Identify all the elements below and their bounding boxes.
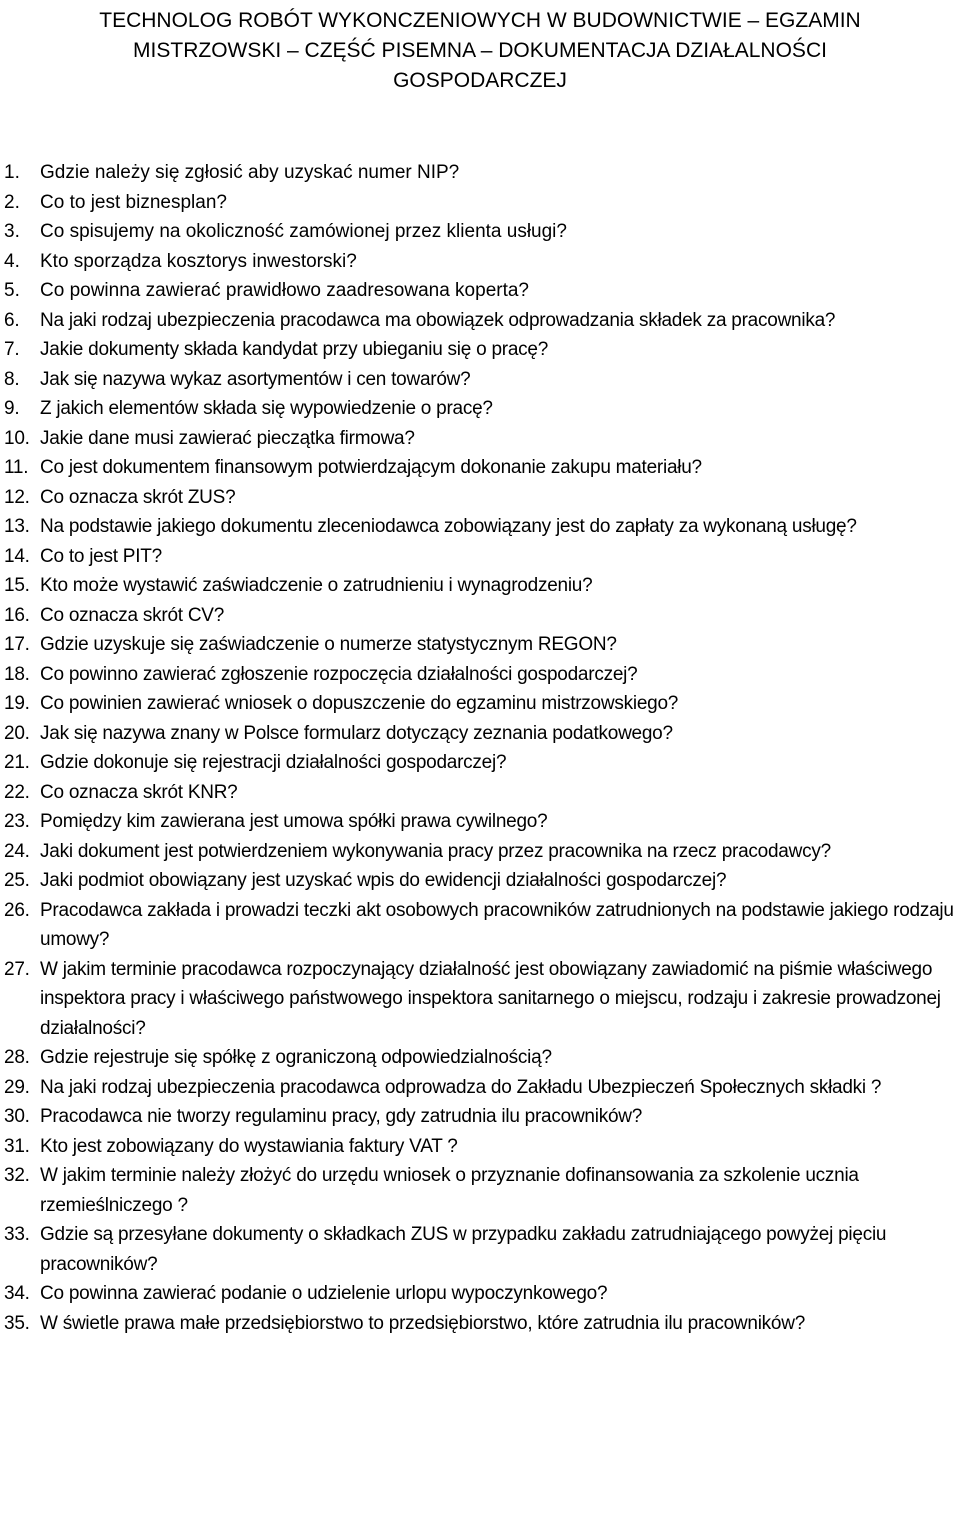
question-number: 28.: [4, 1047, 30, 1068]
question-text: Kto jest zobowiązany do wystawiania faktury VAT ?: [40, 1135, 458, 1157]
question-text: Co powinien zawierać wniosek o dopuszczenie do egzaminu mistrzowskiego?: [40, 693, 679, 714]
question-number: 1.: [4, 162, 20, 183]
question-item: [0, 660, 960, 690]
question-number: 22.: [4, 781, 30, 803]
question-item: [0, 188, 960, 218]
question-number: 16.: [4, 604, 30, 626]
question-text: Jak się nazywa wykaz asortymentów i cen towarów?: [40, 368, 471, 390]
question-number: 6.: [4, 309, 20, 331]
question-item: [0, 837, 960, 867]
question-item: [0, 1132, 960, 1162]
question-number: 17.: [4, 634, 30, 655]
question-number: 24.: [4, 840, 30, 862]
question-text: Kto może wystawić zaświadczenie o zatrudnieniu i wynagrodzeniu?: [40, 575, 593, 596]
question-text: Z jakich elementów składa się wypowiedzenie o pracę?: [40, 398, 493, 419]
question-item: [0, 306, 960, 336]
question-number: 14.: [4, 545, 30, 567]
question-item: [0, 748, 960, 778]
question-number: 15.: [4, 575, 30, 596]
question-number: 26.: [4, 899, 30, 921]
question-text: Gdzie należy się zgłosić aby uzyskać numer NIP?: [40, 162, 460, 183]
question-text: Jakie dane musi zawierać pieczątka firmowa?: [40, 427, 415, 449]
title-line-1: TECHNOLOG ROBÓT WYKONCZENIOWYCH W BUDOWNICTWIE – EGZAMIN: [99, 9, 861, 32]
question-number: 13.: [4, 516, 30, 537]
question-item: [0, 512, 960, 542]
question-item: [0, 483, 960, 513]
title-line-2: MISTRZOWSKI – CZĘŚĆ PISEMNA – DOKUMENTACJA DZIAŁALNOŚCI: [133, 39, 827, 62]
question-number: 30.: [4, 1106, 30, 1127]
question-text: Na jaki rodzaj ubezpieczenia pracodawca ma obowiązek odprowadzania składek za pracownika?: [40, 309, 836, 331]
question-item: [0, 1161, 960, 1220]
question-item: [0, 424, 960, 454]
question-number: 18.: [4, 663, 30, 685]
question-text: Co powinno zawierać zgłoszenie rozpoczęcia działalności gospodarczej?: [40, 663, 638, 685]
question-item: [0, 247, 960, 277]
question-text: Pomiędzy kim zawierana jest umowa spółki prawa cywilnego?: [40, 811, 548, 832]
question-text: W jakim terminie pracodawca rozpoczynający działalność jest obowiązany zawiadomić na piśmie właściwego inspektora pracy i właściwego państwowego inspektora sanitarnego o miejscu, rodzaju i zakresie prowadzonej działalności?: [40, 958, 941, 1039]
question-text: Gdzie rejestruje się spółkę z ograniczoną odpowiedzialnością?: [40, 1047, 552, 1068]
question-item: [0, 689, 960, 719]
question-text: Co jest dokumentem finansowym potwierdzającym dokonanie zakupu materiału?: [40, 457, 702, 478]
question-number: 7.: [4, 339, 20, 360]
question-item: [0, 1309, 960, 1339]
question-number: 32.: [4, 1165, 30, 1186]
question-number: 20.: [4, 722, 30, 744]
question-text: Co oznacza skrót ZUS?: [40, 486, 236, 508]
question-text: Co oznacza skrót KNR?: [40, 781, 238, 803]
question-item: [0, 1220, 960, 1279]
question-text: W świetle prawa małe przedsiębiorstwo to przedsiębiorstwo, które zatrudnia ilu pracowników?: [40, 1312, 806, 1334]
document-title: [0, 0, 960, 96]
question-number: 4.: [4, 250, 20, 272]
question-number: 34.: [4, 1283, 30, 1304]
question-number: 3.: [4, 221, 20, 242]
question-item: [0, 601, 960, 631]
title-line-3: GOSPODARCZEJ: [393, 69, 567, 92]
question-item: [0, 158, 960, 188]
question-number: 2.: [4, 191, 20, 213]
question-item: [0, 630, 960, 660]
question-number: 19.: [4, 693, 30, 714]
question-list: [0, 158, 960, 1338]
question-item: [0, 217, 960, 247]
question-text: Na podstawie jakiego dokumentu zleceniodawca zobowiązany jest do zapłaty za wykonaną usługę?: [40, 516, 857, 537]
question-text: Pracodawca zakłada i prowadzi teczki akt osobowych pracowników zatrudnionych na podstawie jakiego rodzaju umowy?: [40, 899, 954, 950]
question-number: 5.: [4, 280, 20, 301]
question-item: [0, 807, 960, 837]
question-item: [0, 1102, 960, 1132]
question-number: 33.: [4, 1224, 30, 1245]
question-item: [0, 1043, 960, 1073]
question-text: Gdzie są przesyłane dokumenty o składkach ZUS w przypadku zakładu zatrudniającego powyżej pięciu pracowników?: [40, 1224, 887, 1275]
question-item: [0, 365, 960, 395]
question-item: [0, 719, 960, 749]
question-number: 31.: [4, 1135, 30, 1157]
question-number: 35.: [4, 1312, 30, 1334]
question-number: 9.: [4, 398, 20, 419]
question-number: 29.: [4, 1076, 30, 1098]
question-item: [0, 1073, 960, 1103]
question-text: Jaki podmiot obowiązany jest uzyskać wpis do ewidencji działalności gospodarczej?: [40, 870, 727, 891]
question-text: Gdzie dokonuje się rejestracji działalności gospodarczej?: [40, 752, 507, 773]
question-item: [0, 1279, 960, 1309]
question-text: Co oznacza skrót CV?: [40, 604, 225, 626]
question-number: 10.: [4, 427, 30, 449]
question-number: 27.: [4, 958, 30, 980]
question-item: [0, 778, 960, 808]
question-item: [0, 335, 960, 365]
question-text: Co powinna zawierać prawidłowo zaadresowana koperta?: [40, 280, 529, 301]
question-number: 11.: [4, 457, 29, 478]
question-text: Gdzie uzyskuje się zaświadczenie o numerze statystycznym REGON?: [40, 634, 617, 655]
question-item: [0, 896, 960, 955]
question-item: [0, 276, 960, 306]
question-text: W jakim terminie należy złożyć do urzędu wniosek o przyznanie dofinansowania za szkolenie ucznia rzemieślniczego ?: [40, 1165, 859, 1216]
question-text: Co to jest biznesplan?: [40, 191, 227, 213]
question-text: Co to jest PIT?: [40, 545, 162, 567]
question-number: 23.: [4, 811, 30, 832]
question-item: [0, 542, 960, 572]
question-item: [0, 571, 960, 601]
question-number: 21.: [4, 752, 30, 773]
question-text: Jakie dokumenty składa kandydat przy ubieganiu się o pracę?: [40, 339, 549, 360]
question-text: Co spisujemy na okoliczność zamówionej przez klienta usługi?: [40, 221, 567, 242]
question-number: 12.: [4, 486, 30, 508]
question-text: Kto sporządza kosztorys inwestorski?: [40, 250, 357, 272]
question-item: [0, 453, 960, 483]
question-text: Jaki dokument jest potwierdzeniem wykonywania pracy przez pracownika na rzecz pracodawcy?: [40, 840, 831, 862]
question-number: 25.: [4, 870, 30, 891]
question-item: [0, 955, 960, 1044]
question-item: [0, 394, 960, 424]
question-text: Jak się nazywa znany w Polsce formularz dotyczący zeznania podatkowego?: [40, 722, 673, 744]
question-text: Co powinna zawierać podanie o udzielenie urlopu wypoczynkowego?: [40, 1283, 608, 1304]
question-item: [0, 866, 960, 896]
question-text: Na jaki rodzaj ubezpieczenia pracodawca odprowadza do Zakładu Ubezpieczeń Społecznych składki ?: [40, 1076, 882, 1098]
question-number: 8.: [4, 368, 20, 390]
question-text: Pracodawca nie tworzy regulaminu pracy, gdy zatrudnia ilu pracowników?: [40, 1106, 643, 1127]
